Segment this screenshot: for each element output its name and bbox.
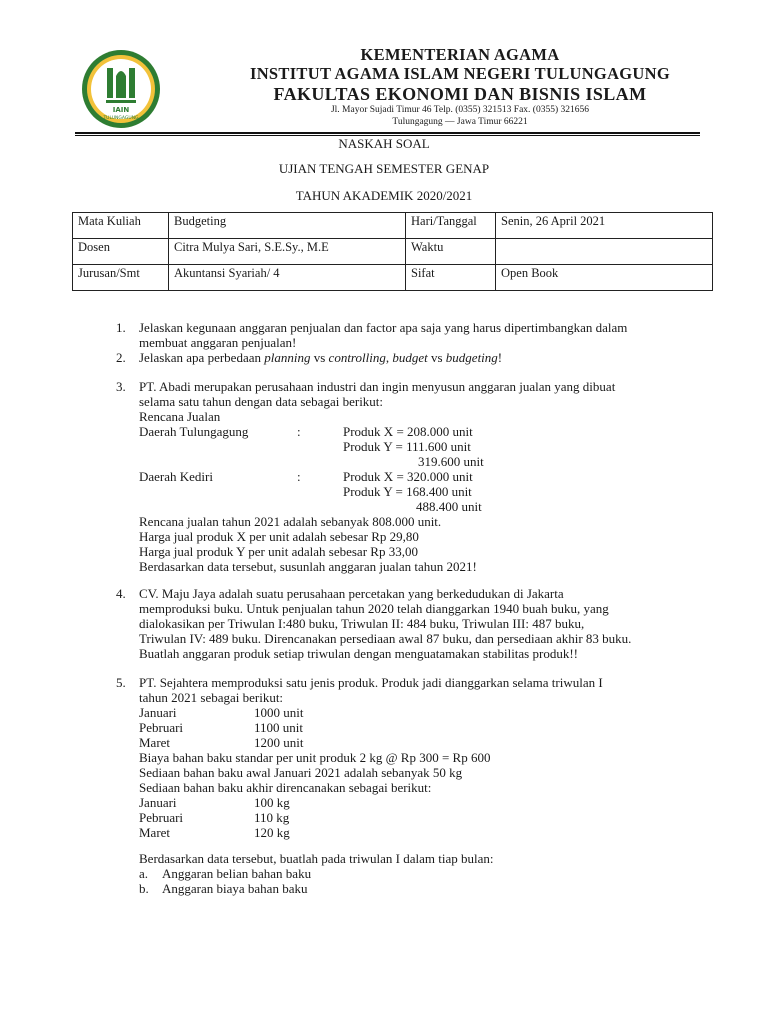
- q3-r2-x: Produk X = 320.000 unit: [343, 469, 473, 484]
- q5-month-2: Pebruari: [139, 720, 184, 735]
- value-course: Budgeting: [169, 213, 406, 239]
- q5-line-6: Berdasarkan data tersebut, buatlah pada triwulan I dalam tiap bulan:: [139, 851, 494, 866]
- value-nature: Open Book: [496, 265, 713, 291]
- q2-text-part: ,: [385, 350, 393, 365]
- doc-title: NASKAH SOAL: [338, 136, 430, 151]
- table-row: [73, 265, 713, 291]
- q5-month-2-value: 1100 unit: [254, 720, 303, 735]
- q5-month-1: Januari: [139, 705, 177, 720]
- label-major: Jurusan/Smt: [73, 265, 169, 291]
- academic-year: TAHUN AKADEMIK 2020/2021: [295, 188, 473, 203]
- header-rule-thick: [75, 132, 700, 134]
- label-date: Hari/Tanggal: [406, 213, 496, 239]
- q3-region-1: Daerah Tulungagung: [139, 424, 249, 439]
- q3-colon-2: :: [297, 469, 301, 484]
- ministry-name: KEMENTERIAN AGAMA: [360, 45, 560, 64]
- address-line-1: Jl. Mayor Sujadi Timur 46 Telp. (0355) 321513 Fax. (0355) 321656: [330, 105, 590, 115]
- question-number: 5.: [116, 675, 126, 690]
- q2-text-part: vs: [427, 350, 446, 365]
- q2-text: [139, 351, 502, 366]
- q3-r2-total: 488.400 unit: [416, 499, 482, 514]
- q5-month-1-value: 1000 unit: [254, 705, 304, 720]
- faculty-name: FAKULTAS EKONOMI DAN BISNIS ISLAM: [273, 84, 647, 104]
- address-line-2: Tulungagung — Jawa Timur 66221: [392, 117, 528, 127]
- q5-b-text: Anggaran biaya bahan baku: [162, 881, 308, 896]
- q4-line-3: dialokasikan per Triwulan I:480 buku, Triwulan II: 484 buku, Triwulan III: 487 buku,: [139, 616, 585, 631]
- question-number: 3.: [116, 379, 126, 394]
- question-number: 1.: [116, 320, 126, 335]
- q2-text-part: vs: [310, 350, 329, 365]
- q2-text-part: Jelaskan apa perbedaan: [139, 350, 265, 365]
- q5-stock-3: Maret: [139, 825, 171, 840]
- q2-term-controlling: controlling: [328, 350, 386, 365]
- iain-logo: [80, 48, 162, 130]
- exam-info-table: [72, 212, 713, 291]
- q3-r1-y: Produk Y = 111.600 unit: [343, 439, 471, 454]
- q5-stock-3-value: 120 kg: [254, 825, 290, 840]
- value-major: Akuntansi Syariah/ 4: [169, 265, 406, 291]
- q3-r2-y: Produk Y = 168.400 unit: [343, 484, 472, 499]
- q5-line-3: Biaya bahan baku standar per unit produk 2 kg @ Rp 300 = Rp 600: [139, 750, 491, 765]
- q1-line-1: Jelaskan kegunaan anggaran penjualan dan factor apa saja yang harus dipertimbangkan dalam: [139, 320, 628, 335]
- institute-name: INSTITUT AGAMA ISLAM NEGERI TULUNGAGUNG: [249, 64, 670, 83]
- q3-line-3: Rencana Jualan: [139, 409, 221, 424]
- q1-line-2: membuat anggaran penjualan!: [139, 335, 297, 350]
- q2-term-budgeting: budgeting: [445, 350, 498, 365]
- label-time: Waktu: [406, 239, 496, 265]
- q5-stock-2-value: 110 kg: [254, 810, 290, 825]
- q5-stock-1: Januari: [139, 795, 177, 810]
- table-row: [73, 239, 713, 265]
- q5-line-4: Sediaan bahan baku awal Januari 2021 adalah sebanyak 50 kg: [139, 765, 463, 780]
- label-course: Mata Kuliah: [73, 213, 169, 239]
- q3-r1-total: 319.600 unit: [418, 454, 484, 469]
- q3-line-6: Harga jual produk Y per unit adalah sebesar Rp 33,00: [139, 544, 418, 559]
- table-row: [73, 213, 713, 239]
- q5-line-5: Sediaan bahan baku akhir direncanakan sebagai berikut:: [139, 780, 432, 795]
- q3-line-5: Harga jual produk X per unit adalah sebesar Rp 29,80: [139, 529, 419, 544]
- value-date: Senin, 26 April 2021: [496, 213, 713, 239]
- q3-colon-1: :: [297, 424, 301, 439]
- q2-text-part: !: [497, 350, 503, 365]
- question-number: 2.: [116, 350, 126, 365]
- q5-month-3: Maret: [139, 735, 171, 750]
- question-number: 4.: [116, 586, 126, 601]
- value-time: [496, 239, 713, 265]
- logo-text-top: IAIN: [112, 106, 130, 114]
- q3-line-4: Rencana jualan tahun 2021 adalah sebanyak 808.000 unit.: [139, 514, 442, 529]
- q3-r1-x: Produk X = 208.000 unit: [343, 424, 473, 439]
- q3-line-2: selama satu tahun dengan data sebagai berikut:: [139, 394, 384, 409]
- q5-stock-2: Pebruari: [139, 810, 184, 825]
- q3-line-1: PT. Abadi merupakan perusahaan industri dan ingin menyusun anggaran jualan yang dibuat: [139, 379, 616, 394]
- exam-title: UJIAN TENGAH SEMESTER GENAP: [278, 161, 490, 176]
- q4-line-5: Buatlah anggaran produk setiap triwulan dengan menguatamakan stabilitas produk!!: [139, 646, 578, 661]
- value-lecturer: Citra Mulya Sari, S.E.Sy., M.E: [169, 239, 406, 265]
- q5-line-1: PT. Sejahtera memproduksi satu jenis produk. Produk jadi dianggarkan selama triwulan I: [139, 675, 603, 690]
- q3-region-2: Daerah Kediri: [139, 469, 213, 484]
- logo-text-bottom: TULUNGAGUNG: [103, 116, 139, 121]
- q5-a-text: Anggaran belian bahan baku: [162, 866, 312, 881]
- label-nature: Sifat: [406, 265, 496, 291]
- q2-term-budget: budget: [392, 350, 428, 365]
- q5-b-label: b.: [139, 881, 149, 896]
- q5-line-2: tahun 2021 sebagai berikut:: [139, 690, 284, 705]
- q5-stock-1-value: 100 kg: [254, 795, 290, 810]
- q3-line-7: Berdasarkan data tersebut, susunlah anggaran jualan tahun 2021!: [139, 559, 477, 574]
- q4-line-4: Triwulan IV: 489 buku. Direncanakan persediaan awal 87 buku, dan persediaan akhir 83 buku.: [139, 631, 632, 646]
- q4-line-2: memproduksi buku. Untuk penjualan tahun 2020 telah dianggarkan 1940 buah buku, yang: [139, 601, 609, 616]
- q4-line-1: CV. Maju Jaya adalah suatu perusahaan percetakan yang berkedudukan di Jakarta: [139, 586, 564, 601]
- q5-a-label: a.: [139, 866, 149, 881]
- q2-term-planning: planning: [264, 350, 311, 365]
- label-lecturer: Dosen: [73, 239, 169, 265]
- q5-month-3-value: 1200 unit: [254, 735, 304, 750]
